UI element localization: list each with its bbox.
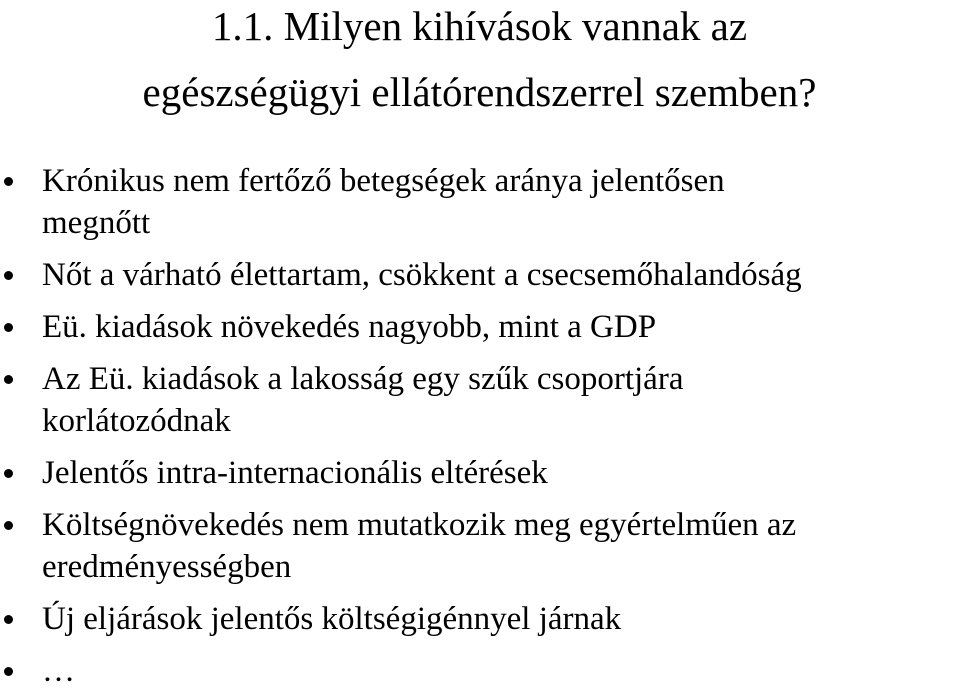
- bullet-text-line: Új eljárások jelentős költségigénnyel járnak: [42, 601, 622, 637]
- bullet-dot-icon: [4, 469, 13, 478]
- bullet-list: [0, 160, 942, 692]
- bullet-dot-icon: [4, 521, 13, 530]
- bullet-text-line: Költségnövekedés nem mutatkozik meg egyértelműen az: [42, 507, 797, 543]
- bullet-item-8: [0, 650, 942, 692]
- bullet-item-3: [0, 306, 942, 348]
- bullet-dot-icon: [4, 177, 13, 186]
- bullet-dot-icon: [4, 271, 13, 280]
- bullet-dot-icon: [4, 615, 13, 624]
- bullet-text-line: Jelentős intra-internacionális eltérések: [42, 455, 548, 491]
- bullet-dot-icon: [4, 667, 13, 676]
- bullet-dot-icon: [4, 323, 13, 332]
- bullet-dot-icon: [4, 375, 13, 384]
- bullet-item-6: [0, 504, 942, 588]
- bullet-item-2: [0, 254, 942, 296]
- bullet-text-line: Krónikus nem fertőző betegségek aránya jelentősen: [42, 163, 725, 199]
- bullet-text-line: Nőt a várható élettartam, csökkent a csecsemőhalandóság: [42, 257, 802, 293]
- bullet-text-line: megnőtt: [42, 205, 151, 241]
- slide-title-line-1: 1.1. Milyen kihívások vannak az: [211, 3, 748, 49]
- bullet-text-line: korlátozódnak: [42, 403, 231, 439]
- bullet-item-5: [0, 452, 942, 494]
- bullet-item-4: [0, 358, 942, 442]
- bullet-item-7: [0, 598, 942, 640]
- bullet-text-line: Az Eü. kiadások a lakosság egy szűk csoportjára: [42, 361, 684, 397]
- bullet-text-line: eredményességben: [42, 549, 292, 585]
- bullet-text-line: …: [42, 653, 75, 689]
- slide-title: [0, 0, 959, 116]
- slide-title-line-2: egészségügyi ellátórendszerrel szemben?: [142, 69, 817, 115]
- bullet-text-line: Eü. kiadások növekedés nagyobb, mint a GDP: [42, 309, 657, 345]
- bullet-item-1: [0, 160, 942, 244]
